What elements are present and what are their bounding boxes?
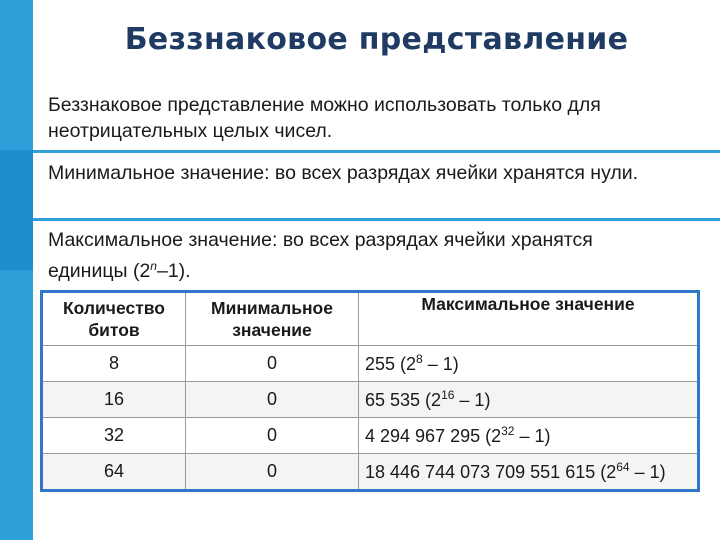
paragraph-max-text: Максимальное значение: во всех разрядах ячейки хранятся [48,229,593,251]
paragraph-unsigned-usage: Беззнаковое представление можно использовать только для неотрицательных целых чисел. [48,94,601,142]
cell-max-main: 18 446 744 073 709 551 615 (2 [365,462,617,482]
cell-max-tail: – 1) [514,426,551,446]
left-accent-bar [0,0,33,540]
header-bits-line1: Количество [63,298,165,318]
cell-max-tail: – 1) [629,462,666,482]
paragraph-min-value: Минимальное значение: во всех разрядах ячейки хранятся нули. [48,162,639,184]
cell-bits: 8 [42,346,186,382]
cell-max-main: 65 535 (2 [365,390,442,410]
cell-max [359,382,699,418]
bit-range-table [40,290,700,492]
cell-max [359,346,699,382]
cell-min: 0 [186,454,359,491]
formula-suffix: –1). [156,260,191,282]
cell-max [359,454,699,491]
cell-max-exp: 64 [616,460,630,474]
cell-max-main: 255 (2 [365,354,417,374]
header-max: Максимальное значение [359,292,699,346]
cell-max-exp: 16 [441,388,455,402]
cell-max-exp: 8 [416,352,423,366]
header-bits-line2: битов [88,320,140,340]
header-min-line2: значение [232,320,312,340]
cell-min: 0 [186,382,359,418]
table-row [42,454,699,491]
cell-max-main: 4 294 967 295 (2 [365,426,502,446]
cell-max-exp: 32 [501,424,515,438]
cell-bits: 32 [42,418,186,454]
cell-min: 0 [186,346,359,382]
cell-max-tail: – 1) [454,390,491,410]
table-row [42,418,699,454]
separator-band [33,150,720,153]
left-accent-segment [0,150,33,270]
cell-min: 0 [186,418,359,454]
header-min [186,292,359,346]
paragraph-max-value [48,227,708,284]
table-row [42,346,699,382]
slide-title: Беззнаковое представление [124,22,629,57]
cell-max [359,418,699,454]
separator-band [33,218,720,221]
formula-exponent: n [150,259,157,273]
formula-prefix: единицы (2 [48,260,151,282]
cell-bits: 64 [42,454,186,491]
header-min-line1: Минимальное [211,298,333,318]
header-bits [42,292,186,346]
table-row [42,382,699,418]
cell-bits: 16 [42,382,186,418]
table-header-row [42,292,699,346]
cell-max-tail: – 1) [422,354,459,374]
